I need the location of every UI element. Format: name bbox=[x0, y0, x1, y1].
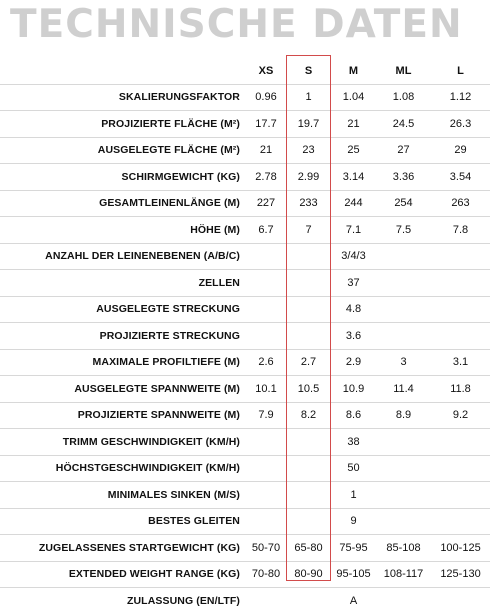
value-cell-xs: 0.96 bbox=[246, 84, 286, 111]
value-cell-l: 26.3 bbox=[431, 111, 490, 138]
size-header-l: L bbox=[431, 58, 490, 84]
value-cell-xs: 70-80 bbox=[246, 561, 286, 588]
shared-value-cell: 9 bbox=[331, 508, 376, 535]
value-cell-s: 8.2 bbox=[286, 402, 331, 429]
value-cell-l: 3.54 bbox=[431, 164, 490, 191]
value-cell-l: 9.2 bbox=[431, 402, 490, 429]
empty-cell bbox=[286, 455, 331, 482]
shared-value-cell: 3.6 bbox=[331, 323, 376, 350]
value-cell-l: 29 bbox=[431, 137, 490, 164]
value-cell-xs: 2.78 bbox=[246, 164, 286, 191]
value-cell-ml: 7.5 bbox=[376, 217, 431, 244]
value-cell-xs: 21 bbox=[246, 137, 286, 164]
spec-body bbox=[0, 84, 490, 614]
row-label: ZUGELASSENES STARTGEWICHT (KG) bbox=[0, 535, 246, 562]
value-cell-m: 3.14 bbox=[331, 164, 376, 191]
size-header-s: S bbox=[286, 58, 331, 84]
row-label: ZULASSUNG (EN/LTF) bbox=[126, 594, 240, 607]
value-cell-l: 263 bbox=[431, 190, 490, 217]
row-label: HÖHE (M) bbox=[0, 217, 246, 244]
size-header-ml: ML bbox=[376, 58, 431, 84]
empty-cell bbox=[431, 323, 490, 350]
empty-cell bbox=[376, 243, 431, 270]
row-label: MINIMALES SINKEN (M/S) bbox=[0, 482, 246, 509]
value-cell-ml: 254 bbox=[376, 190, 431, 217]
empty-cell bbox=[286, 429, 331, 456]
value-cell-l: 3.1 bbox=[431, 349, 490, 376]
empty-cell bbox=[431, 296, 490, 323]
empty-cell bbox=[376, 323, 431, 350]
empty-cell bbox=[246, 508, 286, 535]
value-cell-m: 8.6 bbox=[331, 402, 376, 429]
empty-cell bbox=[286, 508, 331, 535]
row-label: ANZAHL DER LEINENEBENEN (A/B/C) bbox=[0, 243, 246, 270]
shared-value-cell: 37 bbox=[331, 270, 376, 297]
value-cell-xs: 2.6 bbox=[246, 349, 286, 376]
empty-cell bbox=[286, 296, 331, 323]
row-label: GESAMTLEINENLÄNGE (M) bbox=[0, 190, 246, 217]
value-cell-m: 2.9 bbox=[331, 349, 376, 376]
value-cell-m: 25 bbox=[331, 137, 376, 164]
table-row bbox=[0, 164, 490, 191]
table-row bbox=[0, 429, 490, 456]
row-label: AUSGELEGTE FLÄCHE (M²) bbox=[0, 137, 246, 164]
value-cell-ml: 24.5 bbox=[376, 111, 431, 138]
value-cell-xs: 6.7 bbox=[246, 217, 286, 244]
empty-cell bbox=[286, 588, 331, 614]
empty-cell bbox=[376, 588, 431, 614]
value-cell-s: 2.99 bbox=[286, 164, 331, 191]
empty-cell bbox=[431, 482, 490, 509]
shared-value-cell: 4.8 bbox=[331, 296, 376, 323]
table-row bbox=[0, 508, 490, 535]
row-label: HÖCHSTGESCHWINDIGKEIT (KM/H) bbox=[0, 455, 246, 482]
value-cell-s: 65-80 bbox=[286, 535, 331, 562]
table-row bbox=[0, 588, 490, 614]
row-label: PROJIZIERTE FLÄCHE (M²) bbox=[0, 111, 246, 138]
value-cell-l: 100-125 bbox=[431, 535, 490, 562]
empty-cell bbox=[376, 508, 431, 535]
table-row bbox=[0, 482, 490, 509]
empty-cell bbox=[376, 455, 431, 482]
empty-cell bbox=[431, 270, 490, 297]
value-cell-l: 7.8 bbox=[431, 217, 490, 244]
value-cell-s: 19.7 bbox=[286, 111, 331, 138]
row-label: TRIMM GESCHWINDIGKEIT (KM/H) bbox=[0, 429, 246, 456]
table-row bbox=[0, 402, 490, 429]
empty-cell bbox=[376, 429, 431, 456]
value-cell-s: 2.7 bbox=[286, 349, 331, 376]
row-label: EXTENDED WEIGHT RANGE (KG) bbox=[0, 561, 246, 588]
table-row bbox=[0, 111, 490, 138]
table-row bbox=[0, 349, 490, 376]
value-cell-ml: 3.36 bbox=[376, 164, 431, 191]
table-row bbox=[0, 270, 490, 297]
row-label: PROJIZIERTE SPANNWEITE (M) bbox=[0, 402, 246, 429]
empty-cell bbox=[431, 429, 490, 456]
row-label: ZELLEN bbox=[0, 270, 246, 297]
value-cell-m: 95-105 bbox=[331, 561, 376, 588]
value-cell-xs: 7.9 bbox=[246, 402, 286, 429]
empty-cell bbox=[376, 482, 431, 509]
shared-value-cell: 50 bbox=[331, 455, 376, 482]
table-row bbox=[0, 535, 490, 562]
value-cell-xs: 227 bbox=[246, 190, 286, 217]
spec-table bbox=[0, 58, 490, 614]
table-row bbox=[0, 376, 490, 403]
value-cell-ml: 3 bbox=[376, 349, 431, 376]
table-row bbox=[0, 137, 490, 164]
empty-cell bbox=[286, 323, 331, 350]
row-label: SKALIERUNGSFAKTOR bbox=[0, 84, 246, 111]
empty-cell bbox=[246, 429, 286, 456]
empty-cell bbox=[286, 482, 331, 509]
empty-cell bbox=[246, 296, 286, 323]
table-row bbox=[0, 190, 490, 217]
value-cell-ml: 8.9 bbox=[376, 402, 431, 429]
table-row bbox=[0, 243, 490, 270]
value-cell-xs: 17.7 bbox=[246, 111, 286, 138]
empty-cell bbox=[376, 296, 431, 323]
empty-cell bbox=[246, 323, 286, 350]
table-row bbox=[0, 217, 490, 244]
row-label: BESTES GLEITEN bbox=[0, 508, 246, 535]
value-cell-ml: 108-117 bbox=[376, 561, 431, 588]
value-cell-s: 23 bbox=[286, 137, 331, 164]
table-row bbox=[0, 296, 490, 323]
row-label: MAXIMALE PROFILTIEFE (M) bbox=[0, 349, 246, 376]
row-label: AUSGELEGTE STRECKUNG bbox=[0, 296, 246, 323]
value-cell-m: 10.9 bbox=[331, 376, 376, 403]
value-cell-s: 7 bbox=[286, 217, 331, 244]
empty-cell bbox=[246, 455, 286, 482]
value-cell-s: 10.5 bbox=[286, 376, 331, 403]
empty-cell bbox=[431, 508, 490, 535]
value-cell-ml: 1.08 bbox=[376, 84, 431, 111]
size-header-m: M bbox=[331, 58, 376, 84]
value-cell-l: 1.12 bbox=[431, 84, 490, 111]
empty-cell bbox=[376, 270, 431, 297]
value-cell-xs: 50-70 bbox=[246, 535, 286, 562]
shared-value-cell: 3/4/3 bbox=[331, 243, 376, 270]
value-cell-m: 75-95 bbox=[331, 535, 376, 562]
shared-value-cell: 38 bbox=[331, 429, 376, 456]
empty-cell bbox=[286, 243, 331, 270]
row-label: AUSGELEGTE SPANNWEITE (M) bbox=[0, 376, 246, 403]
empty-cell bbox=[431, 588, 490, 614]
shared-value-cell: 1 bbox=[331, 482, 376, 509]
value-cell-ml: 85-108 bbox=[376, 535, 431, 562]
header-empty-cell bbox=[0, 58, 246, 84]
value-cell-ml: 11.4 bbox=[376, 376, 431, 403]
empty-cell bbox=[431, 455, 490, 482]
empty-cell bbox=[431, 243, 490, 270]
table-row bbox=[0, 561, 490, 588]
value-cell-s: 1 bbox=[286, 84, 331, 111]
value-cell-l: 125-130 bbox=[431, 561, 490, 588]
table-row bbox=[0, 323, 490, 350]
shared-value-cell: A bbox=[349, 594, 358, 607]
page-title: TECHNISCHE DATEN bbox=[10, 2, 463, 47]
table-row bbox=[0, 84, 490, 111]
value-cell-s: 233 bbox=[286, 190, 331, 217]
value-cell-m: 21 bbox=[331, 111, 376, 138]
size-header-row bbox=[0, 58, 490, 84]
value-cell-m: 244 bbox=[331, 190, 376, 217]
empty-cell bbox=[246, 270, 286, 297]
value-cell-ml: 27 bbox=[376, 137, 431, 164]
size-header-xs: XS bbox=[246, 58, 286, 84]
empty-cell bbox=[286, 270, 331, 297]
empty-cell bbox=[246, 588, 286, 614]
row-label: SCHIRMGEWICHT (KG) bbox=[0, 164, 246, 191]
value-cell-m: 1.04 bbox=[331, 84, 376, 111]
empty-cell bbox=[246, 243, 286, 270]
value-cell-xs: 10.1 bbox=[246, 376, 286, 403]
table-row bbox=[0, 455, 490, 482]
value-cell-l: 11.8 bbox=[431, 376, 490, 403]
value-cell-s: 80-90 bbox=[286, 561, 331, 588]
value-cell-m: 7.1 bbox=[331, 217, 376, 244]
empty-cell bbox=[246, 482, 286, 509]
row-label: PROJIZIERTE STRECKUNG bbox=[0, 323, 246, 350]
